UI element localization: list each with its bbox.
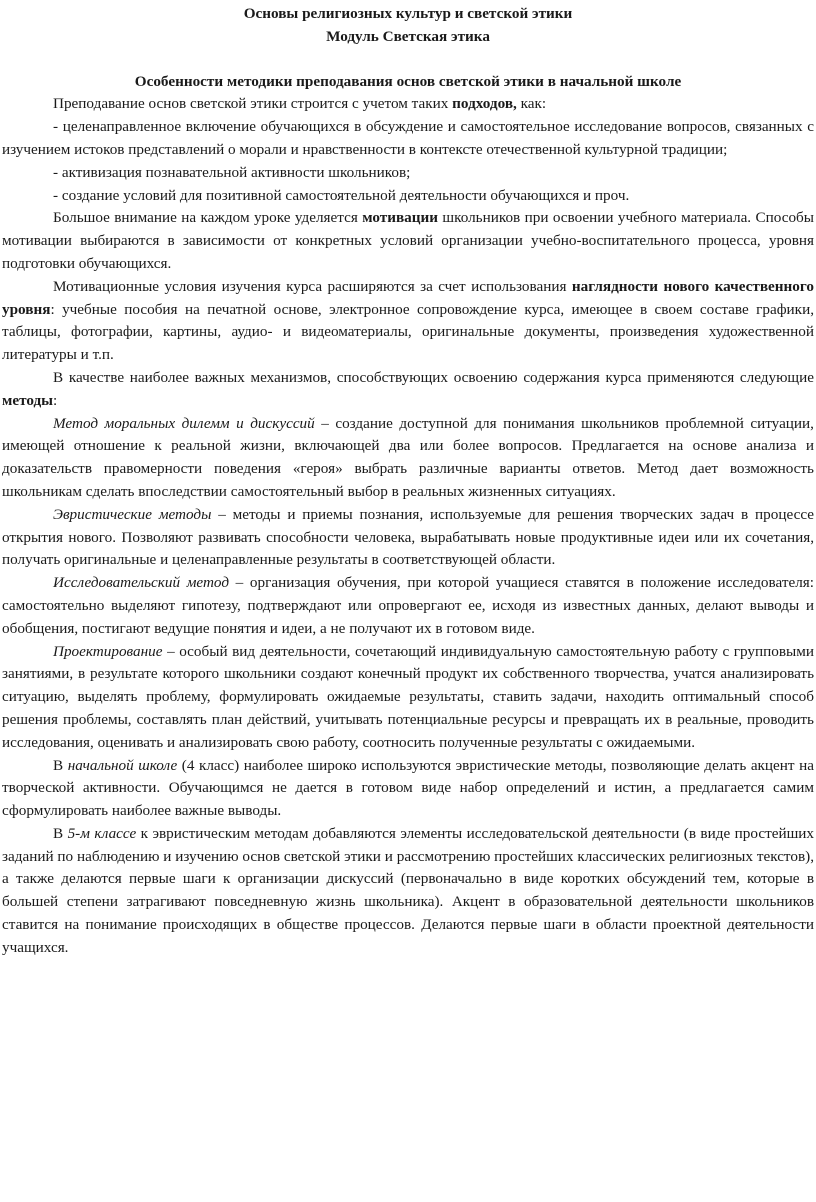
approach-bullet: - создание условий для позитивной самостоятельной деятельности обучающихся и проч.	[53, 186, 630, 204]
intro-paragraph: Преподавание основ светской этики строится с учетом таких подходов, как:	[53, 95, 547, 113]
fifth-grade-paragraph: В 5-м классе к эвристическим методам добавляются элементы исследовательской деятельности (в виде простейших заданий по наблюдению и изучению основ светской этики и рассмотрению простейших классических религиозных текстов), а также делаются первые шаги к организации дискуссий (первоначально в виде коротких обсуждений тем, которые в большей степени затрагивают повседневную жизнь школьника). Акцент в образовательной деятельности школьников ставится на понимание происходящих в обществе процессов. Делаются первые шаги в области проектной деятельности учащихся.	[2, 824, 814, 956]
methods-term: методы	[2, 391, 54, 409]
motivation-term: мотивации	[362, 209, 438, 227]
document-title: Основы религиозных культур и светской этики	[243, 5, 573, 22]
method-paragraph: Проектирование – особый вид деятельности, сочетающий индивидуальную самостоятельную работу с групповыми занятиями, в результате которого школьники создают конечный продукт их собственного творчества, учатся анализировать ситуацию, выделять проблему, формулировать ожидаемые результаты, ставить задачи, находить оптимальный способ решения проблемы, составлять план действий, учитывать потенциальные ресурсы и превращать их в реальные, проводить исследования, оценивать и анализировать свою работу, соотносить полученные результаты с ожидаемыми.	[2, 642, 814, 751]
section-title: Особенности методики преподавания основ светской этики в начальной школе	[134, 72, 682, 90]
method-paragraph: Метод моральных дилемм и дискуссий – создание доступной для понимания школьников проблемной ситуации, имеющей отношение к реальной жизни, включающей два или более вопросов. Предлагается на основе анализа и доказательств правомерности поведения «героя» выбрать различные варианты ответов. Метод дает возможность школьникам сделать впоследствии самостоятельный выбор в реальных жизненных ситуациях.	[2, 414, 814, 500]
fifth-grade-term: 5-м классе	[67, 824, 137, 842]
visual-aids-term: наглядности нового качественного уровня	[2, 277, 814, 318]
motivation-paragraph: Большое внимание на каждом уроке уделяется мотивации школьников при освоении учебного материала. Способы мотивации выбираются в зависимости от конкретных условий организации учебно-воспитательного процесса, уровня подготовки обучающихся.	[2, 209, 814, 272]
primary-school-term: начальной школе	[67, 756, 178, 774]
method-paragraph: Исследовательский метод – организация обучения, при которой учащиеся ставятся в положение исследователя: самостоятельно выделяют гипотезу, подтверждают или опровергают ее, исходя из известных данных, делают выводы и обобщения, постигают ведущие понятия и идеи, а не получают их в готовом виде.	[2, 574, 814, 637]
method-name: Метод моральных дилемм и дискуссий	[53, 414, 315, 432]
approach-bullet: - целенаправленное включение обучающихся в обсуждение и самостоятельное исследование вопросов, связанных с изучением истоков представлений о морали и нравственности в контексте отечественной культурной традиции;	[2, 118, 814, 158]
approaches-term: подходов,	[452, 95, 517, 113]
method-paragraph: Эвристические методы – методы и приемы познания, используемые для решения творческих задач в процессе открытия нового. Позволяют развивать способности человека, вырабатывать новые продуктивные идеи или их сочетания, получать оригинальные и целенаправленные результаты в соответствующей области.	[2, 505, 814, 569]
method-name: Проектирование	[53, 642, 163, 660]
module-title: Модуль Светская этика	[326, 27, 490, 45]
method-name: Эвристические методы	[53, 505, 212, 523]
method-name: Исследовательский метод	[53, 574, 230, 592]
approach-bullet: - активизация познавательной активности школьников;	[53, 163, 411, 181]
primary-school-paragraph: В начальной школе (4 класс) наиболее широко используются эвристические методы, позволяющие делать акцент на творческой активности. Обучающимся не дается в готовом виде набор определений и истин, а предлагается самим сформулировать наиболее важные выводы.	[2, 756, 814, 820]
methods-intro-paragraph: В качестве наиболее важных механизмов, способствующих освоению содержания курса применяются следующие методы:	[2, 368, 814, 409]
visual-aids-paragraph: Мотивационные условия изучения курса расширяются за счет использования наглядности нового качественного уровня: учебные пособия на печатной основе, электронное сопровождение курса, имеющее в своем составе графики, таблицы, фотографии, картины, аудио- и видеоматериалы, оригинальные документы, произведения художественной литературы и т.п.	[2, 277, 814, 364]
